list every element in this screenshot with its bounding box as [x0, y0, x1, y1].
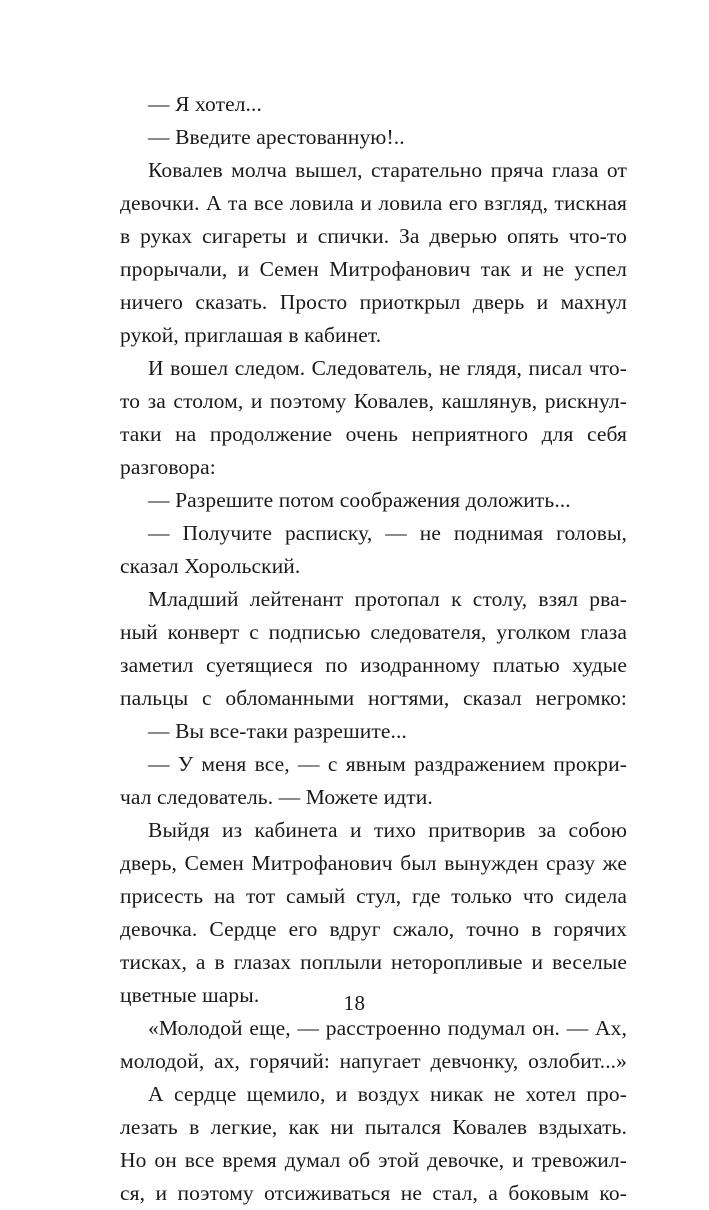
text-line: чал следователь. — Можете идти.: [120, 785, 433, 809]
text-line: — У меня все, — с явным раздражением прокри-: [148, 752, 627, 776]
text-line: то за столом, и поэтому Ковалев, кашлянув, рискнул-: [120, 389, 627, 413]
page-number: 18: [343, 991, 366, 1015]
text-line: ный конверт с подписью следователя, уголком глаза: [120, 620, 627, 644]
text-line: — Разрешите потом соображения доложить...: [148, 488, 571, 512]
text-line: ничего сказать. Просто приоткрыл дверь и махнул: [120, 290, 627, 314]
text-line: прорычали, и Семен Митрофанович так и не успел: [120, 257, 627, 281]
text-line: пальцы с обломанными ногтями, сказал негромко:: [120, 686, 627, 710]
text-line: Ковалев молча вышел, старательно пряча глаза от: [148, 158, 627, 182]
text-line: Выйдя из кабинета и тихо притворив за собою: [148, 818, 627, 842]
text-line: — Я хотел...: [148, 92, 262, 116]
text-line: тисках, а в глазах поплыли неторопливые и веселые: [120, 950, 627, 974]
text-line: рукой, приглашая в кабинет.: [120, 323, 382, 347]
text-line: разговора:: [120, 455, 216, 479]
text-line: девочка. Сердце его вдруг сжало, точно в горячих: [120, 917, 627, 941]
text-line: — Введите арестованную!..: [148, 125, 405, 149]
text-line: И вошел следом. Следователь, не глядя, писал что-: [148, 356, 627, 380]
text-line: заметил суетящиеся по изодранному платью худые: [120, 653, 627, 677]
text-line: присесть на тот самый стул, где только что сидела: [120, 884, 627, 908]
text-line: — Получите расписку, — не поднимая головы,: [148, 521, 627, 545]
text-line: молодой, ах, горячий: напугает девчонку, озлобит...»: [120, 1049, 627, 1073]
text-line: — Вы все-таки разрешите...: [148, 719, 407, 743]
text-line: девочки. А та все ловила и ловила его взгляд, тискная: [120, 191, 627, 215]
text-line: А сердце щемило, и воздух никак не хотел про-: [148, 1082, 627, 1106]
text-line: таки на продолжение очень неприятного для себя: [120, 422, 627, 446]
text-line: Младший лейтенант протопал к столу, взял рва-: [148, 587, 627, 611]
text-line: Но он все время думал об этой девочке, и тревожил-: [120, 1148, 627, 1172]
text-line: сказал Хорольский.: [120, 554, 301, 578]
text-line: лезать в легкие, как ни пытался Ковалев вздыхать.: [120, 1115, 627, 1139]
text-line: «Молодой еще, — расстроенно подумал он. — Ах,: [148, 1016, 627, 1040]
text-line: дверь, Семен Митрофанович был вынужден сразу же: [120, 851, 627, 875]
text-line: ся, и поэтому отсиживаться не стал, а боковым ко-: [120, 1181, 627, 1205]
body-text: [120, 88, 627, 1210]
text-line: в руках сигареты и спички. За дверью опять что-то: [120, 224, 627, 248]
text-line: цветные шары.: [120, 983, 260, 1007]
